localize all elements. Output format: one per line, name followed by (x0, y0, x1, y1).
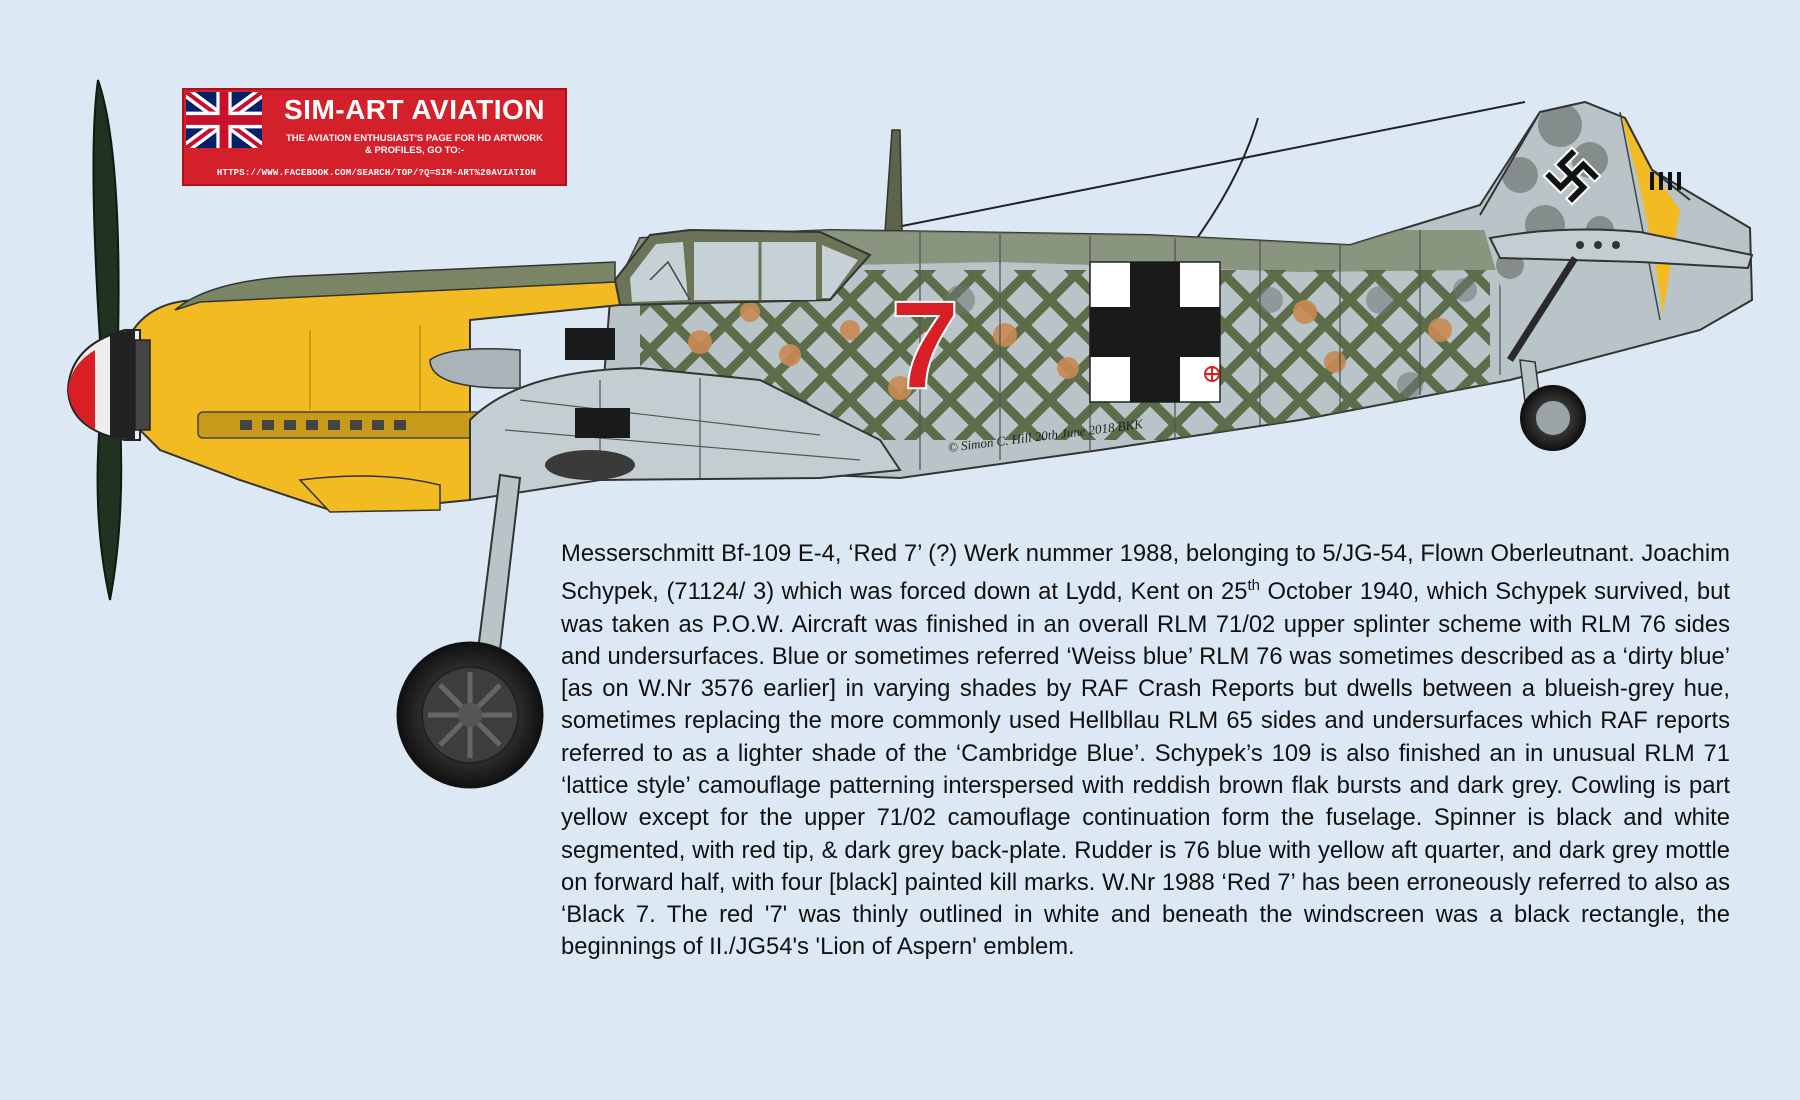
logo-tagline-line2: & PROFILES, GO TO:- (364, 145, 465, 156)
description-text-part1: Messerschmitt Bf-109 E-4, ‘Red 7’ (?) Werk nummer 1988, belonging to 5/JG-54, Flown Oberleutnant. Joachim Schypek, (71124/ 3) which was forced down at Lydd, Kent on 25 (561, 540, 1730, 606)
sim-art-logo (182, 88, 567, 186)
tail-wheel (1520, 360, 1585, 450)
description-text-part2: October 1940, which Schypek survived, but was taken as P.O.W. Aircraft was finished in an overall RLM 71/02 upper splinter scheme with RLM 76 sides and undersurfaces. Blue or sometimes referred ‘Weiss blue’ RLM 76 was sometimes described as a ‘dirty blue’ [as on W.Nr 3576 earlier] in varying shades by RAF Crash Reports but dwells between a blueish-grey hue, sometimes replacing the more commonly used Hellbllau RLM 65 sides and undersurfaces which RAF reports referred to as a lighter shade of the ‘Cambridge Blue’. Schypek’s 109 is also finished an in unusual RLM 71 ‘lattice style’ camouflage patterning interspersed with reddish brown flak bursts and dark grey. Cowling is part yellow except for the upper 71/02 camouflage continuation form the fuselage. Spinner is black and white segmented, with red tip, & dark grey back-plate. Rudder is 76 blue with yellow aft quarter, and dark grey mottle on forward half, with four [black] painted kill marks. W.Nr 1988 ‘Red 7’ has been erroneously referred to also as ‘Black 7. The red '7' was thinly outlined in white and beneath the windscreen was a black rectangle, the beginnings of II./JG54's 'Lion of Aspern' emblem. (561, 578, 1730, 961)
fuselage-code: 7 (890, 276, 960, 415)
canopy (615, 230, 870, 305)
logo-url: HTTPS://WWW.FACEBOOK.COM/SEARCH/TOP/?Q=SIM-ART%20AVIATION (216, 168, 537, 178)
main-landing-gear (398, 475, 542, 787)
artist-signature: © Simon C. Hill 20th June 2018 BKK (947, 416, 1144, 455)
union-jack-icon (186, 92, 262, 148)
description-superscript: th (1247, 577, 1260, 595)
propeller (68, 80, 150, 600)
logo-tagline-line1: THE AVIATION ENTHUSIAST'S PAGE FOR HD ARTWORK (286, 133, 543, 144)
logo-brand-name: SIM-ART AVIATION (283, 94, 545, 125)
fuselage-cross (1090, 262, 1220, 402)
logo-tagline (262, 133, 567, 157)
aircraft-description (561, 538, 1730, 964)
